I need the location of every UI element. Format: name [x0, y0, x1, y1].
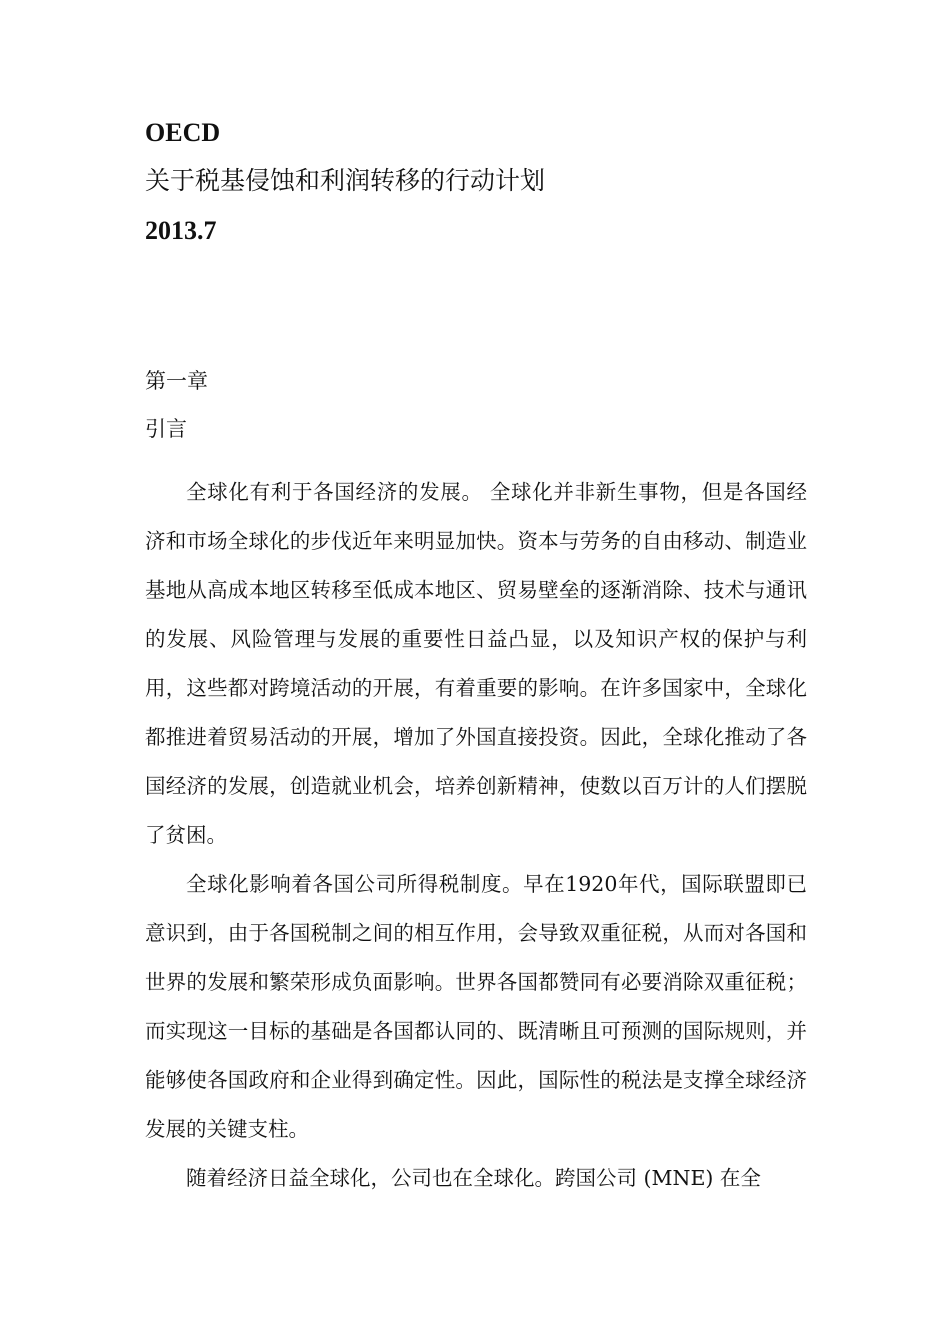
paragraph: 全球化影响着各国公司所得税制度。早在1920年代，国际联盟即已意识到，由于各国税制之间的相互作用，会导致双重征税，从而对各国和世界的发展和繁荣形成负面影响。世界各国都赞同有必要消除双重征税；而实现这一目标的基础是各国都认同的、既清晰且可预测的国际规则，并能够使各国政府和企业得到确定性。因此，国际性的税法是支撑全球经济发展的关键支柱。: [145, 872, 807, 1141]
body-text: [145, 468, 807, 1203]
chapter-title: 引言: [145, 417, 187, 441]
chapter-number: 第一章: [145, 369, 208, 393]
paragraph: 全球化有利于各国经济的发展。 全球化并非新生事物，但是各国经济和市场全球化的步伐近年来明显加快。资本与劳务的自由移动、制造业基地从高成本地区转移至低成本地区、贸易壁垒的逐渐消除、技术与通讯的发展、风险管理与发展的重要性日益凸显，以及知识产权的保护与利用，这些都对跨境活动的开展，有着重要的影响。在许多国家中，全球化都推进着贸易活动的开展，增加了外国直接投资。因此，全球化推动了各国经济的发展，创造就业机会，培养创新精神，使数以百万计的人们摆脱了贫困。: [145, 480, 807, 847]
organization-name: OECD: [145, 118, 221, 147]
chapter-heading-block: [145, 366, 208, 462]
document-title: 关于税基侵蚀和利润转移的行动计划: [145, 166, 546, 195]
document-header: [145, 118, 545, 246]
document-date: 2013.7: [145, 216, 217, 245]
paragraph: 随着经济日益全球化，公司也在全球化。跨国公司 (MNE) 在全: [186, 1166, 761, 1190]
